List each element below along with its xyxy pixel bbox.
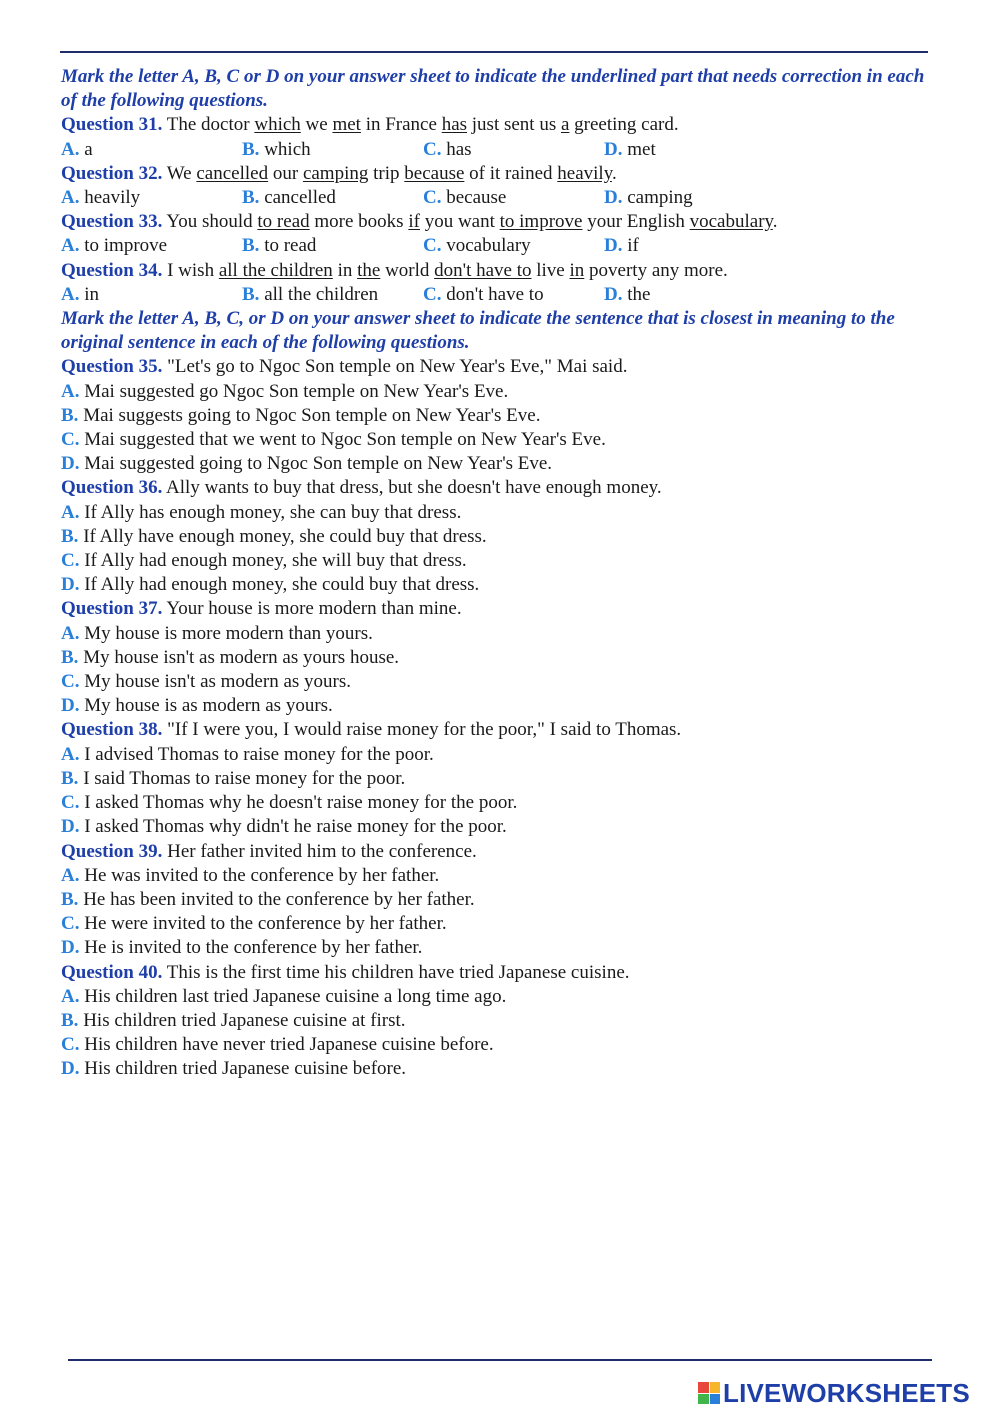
option-text: My house is as modern as yours. — [79, 695, 333, 717]
answer-option[interactable] — [61, 1009, 933, 1033]
option-text: camping — [622, 187, 693, 209]
question-text: The doctor — [162, 114, 255, 136]
question-text: Your house is more modern than mine. — [162, 598, 462, 620]
brand-name: LIVEWORKSHEETS — [723, 1377, 970, 1408]
option-text: He has been invited to the conference by her father. — [78, 888, 475, 910]
option-letter: A. — [61, 985, 80, 1007]
answer-option[interactable] — [604, 138, 656, 162]
option-text: His children tried Japanese cuisine at first. — [78, 1009, 406, 1031]
option-letter: B. — [242, 235, 260, 257]
option-letter: D. — [61, 1058, 80, 1080]
option-text: He is invited to the conference by her father. — [79, 937, 423, 959]
question-text: trip — [368, 162, 405, 184]
section2-questions — [61, 355, 933, 1081]
question-number: Question 36. — [61, 477, 163, 499]
answer-option[interactable] — [423, 283, 604, 307]
answer-option[interactable] — [61, 501, 933, 525]
question-stem — [61, 597, 933, 621]
question-stem — [61, 210, 933, 234]
underlined-part: the — [357, 259, 381, 281]
option-text: a — [79, 138, 93, 160]
question-text: Her father invited him to the conference. — [162, 840, 477, 862]
answer-option[interactable] — [61, 234, 242, 258]
logo-tile — [698, 1382, 709, 1393]
option-letter: B. — [61, 525, 79, 547]
option-letter: D. — [604, 138, 623, 160]
underlined-part: because — [404, 162, 465, 184]
option-text: I asked Thomas why he doesn't raise money for the poor. — [79, 792, 518, 814]
question-number: Question 33. — [61, 211, 163, 233]
question-stem — [61, 961, 933, 985]
option-row — [61, 138, 933, 162]
option-letter: D. — [604, 187, 623, 209]
option-text: If Ally have enough money, she could buy that dress. — [78, 525, 487, 547]
option-text: His children have never tried Japanese cuisine before. — [79, 1034, 494, 1056]
answer-option[interactable] — [61, 138, 242, 162]
underlined-part: to improve — [499, 211, 583, 233]
answer-option[interactable] — [61, 380, 933, 404]
underlined-part: cancelled — [196, 162, 269, 184]
option-text: He were invited to the conference by her father. — [79, 913, 447, 935]
underlined-part: vocabulary — [689, 211, 773, 233]
option-letter: A. — [61, 501, 80, 523]
answer-option[interactable] — [61, 985, 933, 1009]
option-letter: A. — [61, 138, 80, 160]
option-text: His children tried Japanese cuisine before. — [79, 1058, 407, 1080]
question-text: our — [268, 162, 303, 184]
question-text: your English — [582, 211, 690, 233]
option-text: Mai suggested that we went to Ngoc Son temple on New Year's Eve. — [79, 429, 606, 451]
answer-option[interactable] — [61, 646, 933, 670]
option-text: If Ally had enough money, she will buy that dress. — [79, 550, 467, 572]
option-letter: D. — [604, 283, 623, 305]
answer-option[interactable] — [61, 573, 933, 597]
underlined-part: met — [332, 114, 361, 136]
option-text: He was invited to the conference by her father. — [79, 864, 440, 886]
option-row — [61, 234, 933, 258]
option-text: My house is more modern than yours. — [79, 622, 373, 644]
option-letter: D. — [61, 937, 80, 959]
answer-option[interactable] — [61, 1033, 933, 1057]
option-text: I said Thomas to raise money for the poor. — [78, 767, 406, 789]
option-text: I asked Thomas why didn't he raise money for the poor. — [79, 816, 507, 838]
option-letter: A. — [61, 864, 80, 886]
question-text: in — [332, 259, 358, 281]
option-text: which — [259, 138, 311, 160]
answer-option[interactable] — [61, 670, 933, 694]
option-text: Mai suggested go Ngoc Son temple on New Year's Eve. — [79, 380, 509, 402]
bottom-divider — [68, 1359, 932, 1361]
underlined-part: which — [254, 114, 301, 136]
option-letter: C. — [61, 792, 80, 814]
question-number: Question 35. — [61, 356, 163, 378]
option-text: My house isn't as modern as yours house. — [78, 646, 400, 668]
answer-option[interactable] — [61, 186, 242, 210]
liveworksheets-logo-icon — [698, 1382, 720, 1404]
option-letter: D. — [61, 574, 80, 596]
option-letter: B. — [242, 283, 260, 305]
logo-tile — [698, 1394, 709, 1405]
option-letter: C. — [61, 429, 80, 451]
answer-option[interactable] — [242, 186, 423, 210]
option-letter: D. — [61, 453, 80, 475]
question-text: we — [300, 114, 333, 136]
answer-option[interactable] — [61, 283, 242, 307]
question-stem — [61, 355, 933, 379]
question-number: Question 32. — [61, 162, 163, 184]
answer-option[interactable] — [61, 1057, 933, 1081]
option-text: Mai suggests going to Ngoc Son temple on New Year's Eve. — [78, 404, 541, 426]
answer-option[interactable] — [61, 888, 933, 912]
option-letter: B. — [61, 888, 79, 910]
underlined-part: has — [441, 114, 468, 136]
answer-option[interactable] — [61, 767, 933, 791]
question-text: "Let's go to Ngoc Son temple on New Year's Eve," Mai said. — [162, 356, 628, 378]
option-letter: D. — [604, 235, 623, 257]
option-text: I advised Thomas to raise money for the poor. — [79, 743, 434, 765]
option-letter: C. — [61, 550, 80, 572]
logo-tile — [710, 1382, 721, 1393]
question-stem — [61, 162, 933, 186]
top-divider — [60, 51, 928, 53]
question-text: Ally wants to buy that dress, but she doesn't have enough money. — [162, 477, 662, 499]
option-letter: A. — [61, 380, 80, 402]
answer-option[interactable] — [61, 694, 933, 718]
question-number: Question 40. — [61, 961, 163, 983]
answer-option[interactable] — [423, 186, 604, 210]
option-text: to improve — [79, 235, 168, 257]
option-letter: C. — [61, 1034, 80, 1056]
question-text: I wish — [162, 259, 219, 281]
option-text: met — [622, 138, 656, 160]
question-text: more books — [309, 211, 409, 233]
option-text: to read — [259, 235, 317, 257]
answer-option[interactable] — [61, 525, 933, 549]
question-number: Question 38. — [61, 719, 163, 741]
option-letter: D. — [61, 816, 80, 838]
option-letter: C. — [423, 138, 442, 160]
answer-option[interactable] — [61, 815, 933, 839]
question-text: of it rained — [464, 162, 558, 184]
answer-option[interactable] — [423, 234, 604, 258]
question-text: You should — [162, 211, 258, 233]
option-text: Mai suggested going to Ngoc Son temple on New Year's Eve. — [79, 453, 553, 475]
answer-option[interactable] — [61, 743, 933, 767]
option-letter: C. — [423, 283, 442, 305]
option-text: My house isn't as modern as yours. — [79, 671, 351, 693]
section1-instruction: Mark the letter A, B, C or D on your answer sheet to indicate the underlined part that needs correction in each of the following questions. — [61, 66, 925, 112]
option-text: all the children — [259, 283, 379, 305]
option-letter: A. — [61, 235, 80, 257]
option-text: If Ally has enough money, she can buy that dress. — [79, 501, 462, 523]
option-letter: C. — [61, 671, 80, 693]
underlined-part: if — [408, 211, 420, 233]
answer-option[interactable] — [61, 791, 933, 815]
answer-option[interactable] — [61, 622, 933, 646]
option-letter: D. — [61, 695, 80, 717]
answer-option[interactable] — [242, 138, 423, 162]
option-text: if — [622, 235, 639, 257]
option-letter: B. — [61, 1009, 79, 1031]
logo-tile — [710, 1394, 721, 1405]
option-text: heavily — [79, 187, 141, 209]
question-text: you want — [419, 211, 500, 233]
question-text: just sent us — [467, 114, 561, 136]
question-text: world — [380, 259, 435, 281]
underlined-part: camping — [302, 162, 369, 184]
option-text: His children last tried Japanese cuisine a long time ago. — [79, 985, 507, 1007]
footer-logo — [698, 1377, 970, 1409]
answer-option[interactable] — [61, 912, 933, 936]
question-text: This is the first time his children have tried Japanese cuisine. — [162, 961, 630, 983]
question-number: Question 31. — [61, 114, 163, 136]
question-text: poverty any more. — [584, 259, 728, 281]
question-stem — [61, 718, 933, 742]
option-text: the — [622, 283, 651, 305]
option-row — [61, 283, 933, 307]
question-text: in France — [360, 114, 442, 136]
option-letter: C. — [423, 187, 442, 209]
underlined-part: to read — [257, 211, 310, 233]
answer-option[interactable] — [61, 864, 933, 888]
answer-option[interactable] — [61, 404, 933, 428]
option-text: don't have to — [441, 283, 544, 305]
option-letter: B. — [242, 187, 260, 209]
worksheet-content — [61, 65, 933, 1082]
underlined-part: all the children — [218, 259, 333, 281]
answer-option[interactable] — [604, 283, 650, 307]
option-letter: C. — [423, 235, 442, 257]
underlined-part: heavily — [557, 162, 612, 184]
answer-option[interactable] — [423, 138, 604, 162]
answer-option[interactable] — [61, 549, 933, 573]
option-letter: B. — [61, 767, 79, 789]
question-text: "If I were you, I would raise money for the poor," I said to Thomas. — [162, 719, 682, 741]
answer-option[interactable] — [61, 936, 933, 960]
question-stem — [61, 113, 933, 137]
question-text: live — [531, 259, 570, 281]
underlined-part: a — [560, 114, 570, 136]
option-text: in — [79, 283, 100, 305]
section1-questions — [61, 113, 933, 307]
question-text: . — [611, 162, 617, 184]
question-text: We — [162, 162, 197, 184]
option-text: has — [441, 138, 472, 160]
question-stem — [61, 840, 933, 864]
question-text: . — [772, 211, 778, 233]
option-letter: B. — [61, 646, 79, 668]
option-letter: A. — [61, 187, 80, 209]
option-letter: B. — [61, 404, 79, 426]
option-letter: A. — [61, 283, 80, 305]
section2-instruction: Mark the letter A, B, C, or D on your answer sheet to indicate the sentence that is closest in meaning to the original sentence in each of the following questions. — [61, 308, 895, 354]
underlined-part: don't have to — [434, 259, 532, 281]
answer-option[interactable] — [61, 452, 933, 476]
option-letter: C. — [61, 913, 80, 935]
answer-option[interactable] — [604, 186, 693, 210]
question-text: greeting card. — [569, 114, 679, 136]
question-stem — [61, 476, 933, 500]
option-text: because — [441, 187, 507, 209]
question-number: Question 39. — [61, 840, 163, 862]
option-row — [61, 186, 933, 210]
option-letter: B. — [242, 138, 260, 160]
answer-option[interactable] — [242, 283, 423, 307]
option-text: vocabulary — [441, 235, 531, 257]
answer-option[interactable] — [242, 234, 423, 258]
option-text: If Ally had enough money, she could buy that dress. — [79, 574, 480, 596]
option-letter: A. — [61, 622, 80, 644]
underlined-part: in — [569, 259, 585, 281]
option-text: cancelled — [259, 187, 336, 209]
option-letter: A. — [61, 743, 80, 765]
answer-option[interactable] — [604, 234, 639, 258]
answer-option[interactable] — [61, 428, 933, 452]
question-stem — [61, 259, 933, 283]
question-number: Question 34. — [61, 259, 163, 281]
question-number: Question 37. — [61, 598, 163, 620]
